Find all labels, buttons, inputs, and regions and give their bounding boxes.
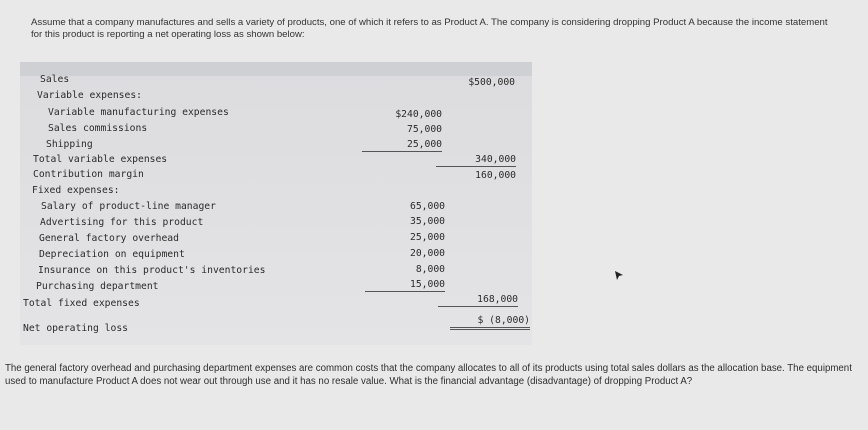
fixed-item-label: Depreciation on equipment: [39, 249, 185, 260]
fixed-item-value: 15,000: [365, 279, 445, 292]
header-band: [20, 62, 532, 76]
mouse-pointer-icon: [614, 270, 624, 282]
fixed-item-value: 25,000: [410, 232, 445, 243]
fixed-item-label: Advertising for this product: [40, 217, 204, 228]
intro-text: Assume that a company manufactures and sells a variety of products, one of which it refers to as Product A. The company is considering dropping Product A because the income statement for this product is reporting a net operating loss as shown below:: [31, 17, 828, 40]
total-fixed-label: Total fixed expenses: [23, 298, 140, 309]
variable-item-value: 75,000: [407, 124, 442, 135]
variable-item-value: 25,000: [362, 139, 442, 152]
fixed-item-label: Salary of product-line manager: [41, 201, 216, 212]
sales-label: Sales: [40, 74, 70, 85]
contribution-label: Contribution margin: [33, 169, 144, 180]
fixed-item-label: Purchasing department: [36, 281, 159, 292]
variable-item-label: Sales commissions: [48, 123, 148, 134]
total-variable-label: Total variable expenses: [33, 154, 168, 165]
fixed-item-label: General factory overhead: [39, 233, 179, 244]
income-statement: [20, 62, 532, 345]
variable-item-label: Shipping: [46, 139, 93, 150]
question-text: The general factory overhead and purchasing department expenses are common costs that the company allocates to all of its products using total sales dollars as the allocation base. The equipment used to manufacture Product A does not wear out through use and it has no resale value. What is the financial advantage (disadvantage) of dropping Product A?: [5, 363, 852, 387]
variable-expenses-label: Variable expenses:: [37, 90, 142, 101]
fixed-item-value: 8,000: [415, 264, 445, 275]
total-fixed-value: 168,000: [438, 294, 518, 307]
net-loss-label: Net operating loss: [23, 323, 128, 334]
fixed-expenses-label: Fixed expenses:: [32, 185, 120, 196]
fixed-item-value: 65,000: [410, 201, 445, 212]
contribution-value: 160,000: [475, 170, 516, 181]
total-variable-value: 340,000: [436, 154, 516, 167]
variable-item-label: Variable manufacturing expenses: [48, 107, 229, 118]
fixed-item-label: Insurance on this product's inventories: [38, 265, 266, 276]
net-loss-value: $ (8,000): [450, 315, 530, 330]
variable-item-value: $240,000: [395, 109, 442, 120]
fixed-item-value: 20,000: [410, 248, 445, 259]
fixed-item-value: 35,000: [410, 216, 445, 227]
sales-total: $500,000: [468, 77, 515, 88]
